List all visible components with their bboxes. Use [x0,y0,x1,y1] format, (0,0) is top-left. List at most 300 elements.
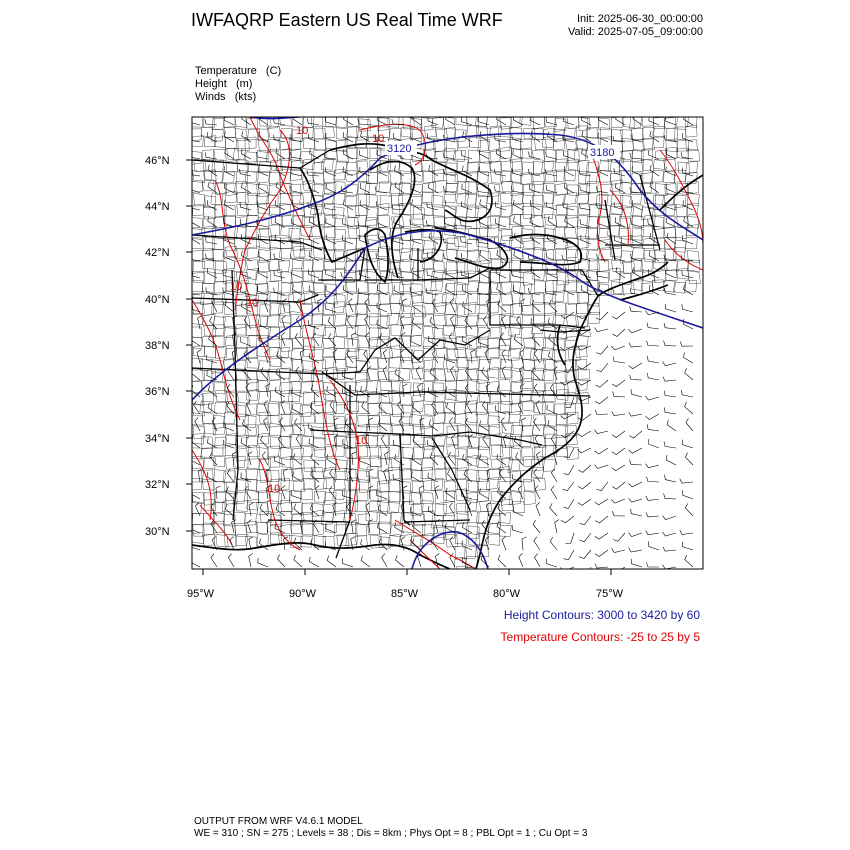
county-cell [678,162,690,174]
county-cell [300,192,312,203]
county-cell [225,191,237,203]
county-cell [224,205,236,216]
county-cell [522,328,533,339]
county-cell [632,228,644,240]
county-cell [367,305,379,317]
wind-barb [264,418,269,432]
wind-barb [446,386,455,397]
wind-barb [361,539,370,550]
wind-barb [497,522,506,533]
wind-barb [249,554,253,567]
wind-barb [352,520,356,533]
wind-barb [646,396,660,400]
county-cell [214,281,225,293]
county-cell [214,150,226,162]
wind-barb [664,391,676,398]
county-cell [411,284,422,296]
temperature-contours [192,117,703,569]
wind-barb [561,346,575,351]
wind-barb [342,219,353,227]
wind-barb [612,511,625,516]
county-cell [488,337,499,349]
wind-barb [190,524,200,533]
county-cell [601,184,612,195]
wind-barb [663,532,677,536]
county-cell [677,268,689,279]
wind-barb [612,312,625,319]
county-cell [423,338,435,349]
wind-barb [555,520,559,533]
county-cell [336,460,348,472]
wind-barb [446,114,455,125]
county-cell [535,139,547,150]
county-cell [304,460,315,472]
county-cell [335,326,347,337]
wind-barb [462,184,472,193]
wind-barb [368,520,372,533]
county-cell [446,284,457,295]
wind-barb [680,342,693,347]
county-cell [522,206,534,218]
lat-label: 38°N [145,340,170,352]
county-cell [301,381,313,393]
county-cell [589,312,600,324]
county-cell [489,314,501,325]
wind-barb [258,268,268,278]
wind-barb [324,153,336,159]
county-cell [357,171,369,182]
wind-barb [631,559,642,567]
wind-barb [480,489,490,500]
wind-barb [205,119,217,125]
county-cell [269,183,280,195]
county-cell [500,359,512,370]
wind-barb [378,419,387,431]
lat-label: 42°N [145,247,170,259]
county-cell [412,401,424,412]
county-cell [281,426,293,438]
county-cell [422,492,434,504]
wind-barb [410,287,421,295]
county-cell [511,291,523,304]
county-cell [370,148,381,159]
wind-barb [384,469,388,483]
county-cell [281,238,292,249]
wind-barb [343,285,353,295]
wind-barb [258,201,268,210]
county-cell [568,117,580,129]
height-label-3180: 3180 [590,147,615,159]
wind-barb [381,435,387,448]
wind-barb [613,533,625,541]
wind-barb [446,488,455,499]
county-cell [565,280,577,291]
county-cell [192,513,204,525]
county-cell [292,337,304,348]
wind-barb [685,504,693,517]
county-cell [543,238,554,251]
wind-barb [283,299,287,312]
county-cell [301,489,313,500]
county-cell [301,425,312,436]
county-cell [301,446,312,457]
wind-barb [682,168,693,176]
county-cell [545,415,557,426]
county-cell [488,217,499,229]
wind-barb [578,499,591,505]
model-version: OUTPUT FROM WRF V4.6.1 MODEL [194,816,363,827]
county-cell [234,227,246,239]
county-cell [442,291,454,303]
county-cell [322,314,333,325]
county-cell [267,282,279,293]
county-cell [323,423,335,435]
wind-barb [629,431,642,438]
wind-barb [598,115,608,125]
county-cell [235,379,246,391]
county-cell [410,248,422,260]
county-cell [370,314,381,325]
county-cell [291,271,303,283]
wind-barb [580,219,591,227]
wind-barb [612,465,625,471]
wind-barb [410,219,421,227]
wind-barb [413,402,422,414]
county-cell [280,511,292,523]
wind-barb [294,555,302,567]
county-cell [541,347,553,359]
wind-barb [681,152,693,159]
wind-barb [595,564,608,569]
wind-barb [274,288,285,295]
wind-barb [667,233,676,244]
county-cell [303,478,314,489]
wind-barb [498,555,506,567]
county-cell [609,268,620,280]
wind-barb [649,541,660,550]
county-cell [534,281,545,293]
county-cell [355,501,366,512]
county-cell [333,511,345,523]
wind-barb [663,547,676,552]
wind-barb [613,329,626,337]
county-cell [223,171,235,183]
wind-barb [291,186,303,193]
county-cell [337,128,348,140]
county-cell [456,206,468,217]
county-cell [446,360,458,372]
wind-barb [349,469,353,483]
county-cell [468,150,479,163]
wind-barb [242,114,251,125]
height-label-3120: 3120 [387,143,412,155]
wind-barb [632,166,642,176]
county-cell [368,416,379,427]
lat-label: 34°N [145,433,170,445]
county-cell [411,171,422,182]
temperature-contour-legend: Temperature Contours: -25 to 25 by 5 [500,630,700,644]
wind-barb [281,401,285,415]
county-cell [268,336,280,348]
county-cell [522,192,533,204]
wind-barb [501,418,506,432]
wind-barb [194,401,200,414]
field-temperature: Temperature (C) [195,65,282,77]
wind-barb [325,117,336,125]
county-cell [499,379,511,390]
wind-barb [188,254,200,261]
wind-barb [496,218,507,227]
wind-barb [522,418,526,431]
county-cell [389,357,401,368]
wind-barb [534,537,540,550]
wind-barb [205,152,217,159]
wind-barb [396,555,405,567]
model-info [194,816,587,840]
county-cell [332,207,344,219]
county-cell [290,184,301,196]
wind-barb [680,479,693,483]
county-cell [499,217,511,230]
wind-barb [205,237,217,244]
wind-barb [310,505,319,517]
county-cell [237,192,249,203]
county-cell [398,368,410,380]
county-cell [666,128,678,140]
county-cell [259,228,271,240]
county-cell [234,512,245,524]
county-cell [446,262,457,274]
county-cell [323,338,335,349]
wind-barb [595,328,609,332]
county-cell [499,525,511,536]
county-cell [457,511,468,524]
wind-barb [579,533,591,542]
wind-barb [496,149,506,159]
county-cell [410,335,421,346]
wind-barb [412,318,421,329]
county-cell [226,457,238,469]
wind-barb [535,554,541,567]
county-cell [191,116,203,127]
wind-barb [578,414,591,421]
county-cell [345,170,357,181]
wind-barb [360,456,370,465]
county-cell [664,172,676,183]
county-cell [191,280,202,292]
county-cell [544,214,556,226]
county-cell [685,117,697,128]
wind-barb [292,388,302,397]
wind-barb [647,424,659,431]
wind-barb [578,482,591,489]
county-cell [301,503,313,515]
county-cell [358,336,370,348]
county-cell [245,171,257,183]
county-cell [409,414,421,426]
county-cell [457,566,468,578]
wind-barb [276,505,285,516]
wind-barb [188,152,200,159]
county-cell [238,393,250,404]
county-cell [379,182,391,193]
county-cell [435,469,446,480]
county-cell [346,162,358,175]
county-cell [381,390,392,403]
county-cell [358,470,369,482]
wind-barb [446,284,455,295]
wind-barb [563,151,574,159]
county-cell [442,325,454,336]
wind-barb [647,341,660,346]
county-cell [387,313,399,325]
lon-label: 75°W [596,588,624,600]
county-cell [215,437,227,448]
county-cell [302,216,313,228]
county-cell [292,239,304,251]
county-cell [641,225,653,237]
county-cell [334,229,345,242]
county-cell [234,260,246,272]
wind-barb [664,442,676,449]
county-cell [214,402,226,413]
county-cell [245,513,257,525]
county-cell [501,492,513,505]
county-cell [366,424,377,436]
county-cell [302,325,314,337]
lon-label: 80°W [493,588,521,600]
county-cell [544,313,555,324]
county-cell [499,481,510,492]
lat-label: 44°N [145,201,170,213]
county-cell [553,383,564,395]
wind-barb [206,254,217,261]
county-cell [268,380,280,391]
county-cell [323,536,334,548]
county-cell [532,424,544,436]
wind-barb [550,537,557,550]
wind-barb [248,452,252,466]
wind-barb [597,482,609,491]
wind-barb [666,184,676,194]
county-cell [629,117,641,129]
wind-barb [612,499,626,503]
wind-barb [685,402,693,414]
county-cell [336,140,347,151]
county-cell [422,240,434,254]
wind-barb [426,220,438,227]
wind-barb [664,323,676,329]
county-cell [322,357,334,369]
county-cell [389,480,401,492]
wind-barb [615,217,625,227]
wind-barb [242,419,251,431]
wind-barb [307,118,319,125]
county-cell [457,503,468,514]
county-cell [469,137,481,148]
county-cell [270,391,282,402]
county-cell [389,249,401,263]
county-cell [356,402,368,413]
county-cell [555,248,567,259]
county-cell [447,445,459,456]
county-cell [434,315,446,326]
county-cell [314,139,326,151]
county-cell [303,412,315,423]
wind-barb [228,367,234,380]
county-cell [280,312,291,323]
wind-barb [226,487,234,499]
wind-barb [449,333,455,346]
county-cell [491,445,503,456]
county-cell [611,180,623,192]
county-cell [234,316,245,329]
county-cell [366,194,377,206]
county-cell [433,205,445,216]
county-cell [611,204,622,215]
wind-barb [513,506,523,516]
county-cell [632,248,644,259]
wind-barb [685,453,693,465]
county-cell [476,511,488,523]
county-cell [465,401,477,413]
county-cell [631,205,643,216]
county-cell [576,303,588,314]
wind-barb [531,267,540,278]
wind-barb [630,375,643,380]
county-cell [469,293,480,305]
county-cell [446,172,458,183]
wind-barb [412,454,421,465]
wind-barb [647,373,659,380]
county-cell [357,490,368,501]
wind-barb [395,454,404,465]
county-cell [300,536,312,547]
county-cell [324,492,336,504]
county-cell [455,291,467,304]
wind-barb [578,363,591,369]
wind-barb [629,482,643,487]
county-cell [532,467,544,478]
wind-barb [564,116,575,125]
height-contours [192,117,703,569]
wind-barb [343,200,353,210]
wind-barb [629,533,643,537]
wind-barb [611,346,625,350]
height-contour-legend: Height Contours: 3000 to 3420 by 60 [503,608,700,622]
county-cell [326,116,337,127]
county-cell [400,394,412,405]
wind-barb [646,562,659,567]
county-cell [323,478,335,489]
wind-barb [595,380,608,387]
wind-barb [228,554,234,567]
wind-barb [309,134,320,143]
wind-barb [275,234,285,244]
wind-barb [258,251,268,261]
wind-barb [613,357,625,364]
wind-barb [471,350,476,363]
wind-barb [682,304,693,312]
wind-barb [280,418,285,431]
county-cell [379,412,391,424]
wind-barb [666,455,676,465]
county-cell [432,423,443,435]
county-cell [611,260,623,271]
county-cell [302,260,314,271]
wind-barb [480,199,489,210]
county-cell [653,258,664,269]
